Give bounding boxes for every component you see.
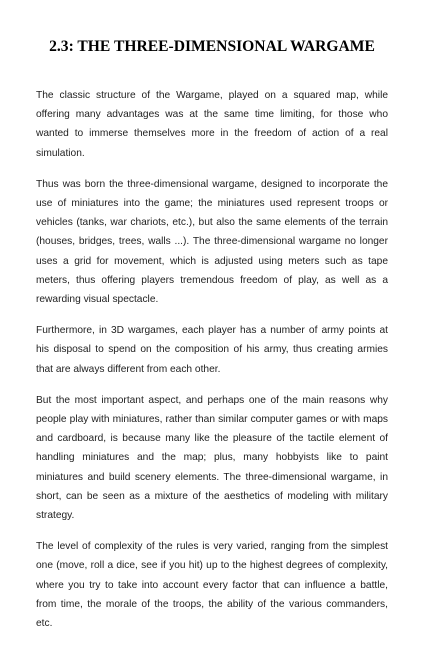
paragraph-army-points: Furthermore, in 3D wargames, each player has a number of army points at his disposal to spend on the composition of his army, thus creating armies that are always different from each other. xyxy=(36,325,388,375)
body-text xyxy=(36,86,388,645)
paragraph-classic-structure: The classic structure of the Wargame, played on a squared map, while offering many advantages was at the same time limiting, for those who wanted to immerse themselves more in the freedom of action of a real simulation. xyxy=(36,90,388,159)
paragraph-rule-complexity: The level of complexity of the rules is very varied, ranging from the simplest one (move, roll a dice, see if you hit) up to the highest degrees of complexity, where you try to take into account every factor that can influence a battle, from time, the morale of the troops, the ability of the various commanders, etc. xyxy=(36,541,388,630)
paragraph-three-dimensional-origin: Thus was born the three-dimensional wargame, designed to incorporate the use of miniatures into the game; the miniatures used represent troops or vehicles (tanks, war chariots, etc.), but also the same elements of the terrain (houses, bridges, trees, walls ...). The three-dimensional wargame no longer uses a grid for movement, which is adjusted using meters such as tape meters, thus offering players tremendous freedom of play, as well as a rewarding visual spectacle. xyxy=(36,178,388,306)
section-heading: 2.3: THE THREE-DIMENSIONAL WARGAME xyxy=(49,38,375,55)
paragraph-tactile-aspect: But the most important aspect, and perhaps one of the main reasons why people play with miniatures, rather than similar computer games or with maps and cardboard, is because many like the pleasure of the tactile element of handling miniatures and the map; plus, many hobbyists like to paint miniatures and build scenery elements. The three-dimensional wargame, in short, can be seen as a mixture of the aesthetics of modeling with military strategy. xyxy=(36,394,388,522)
